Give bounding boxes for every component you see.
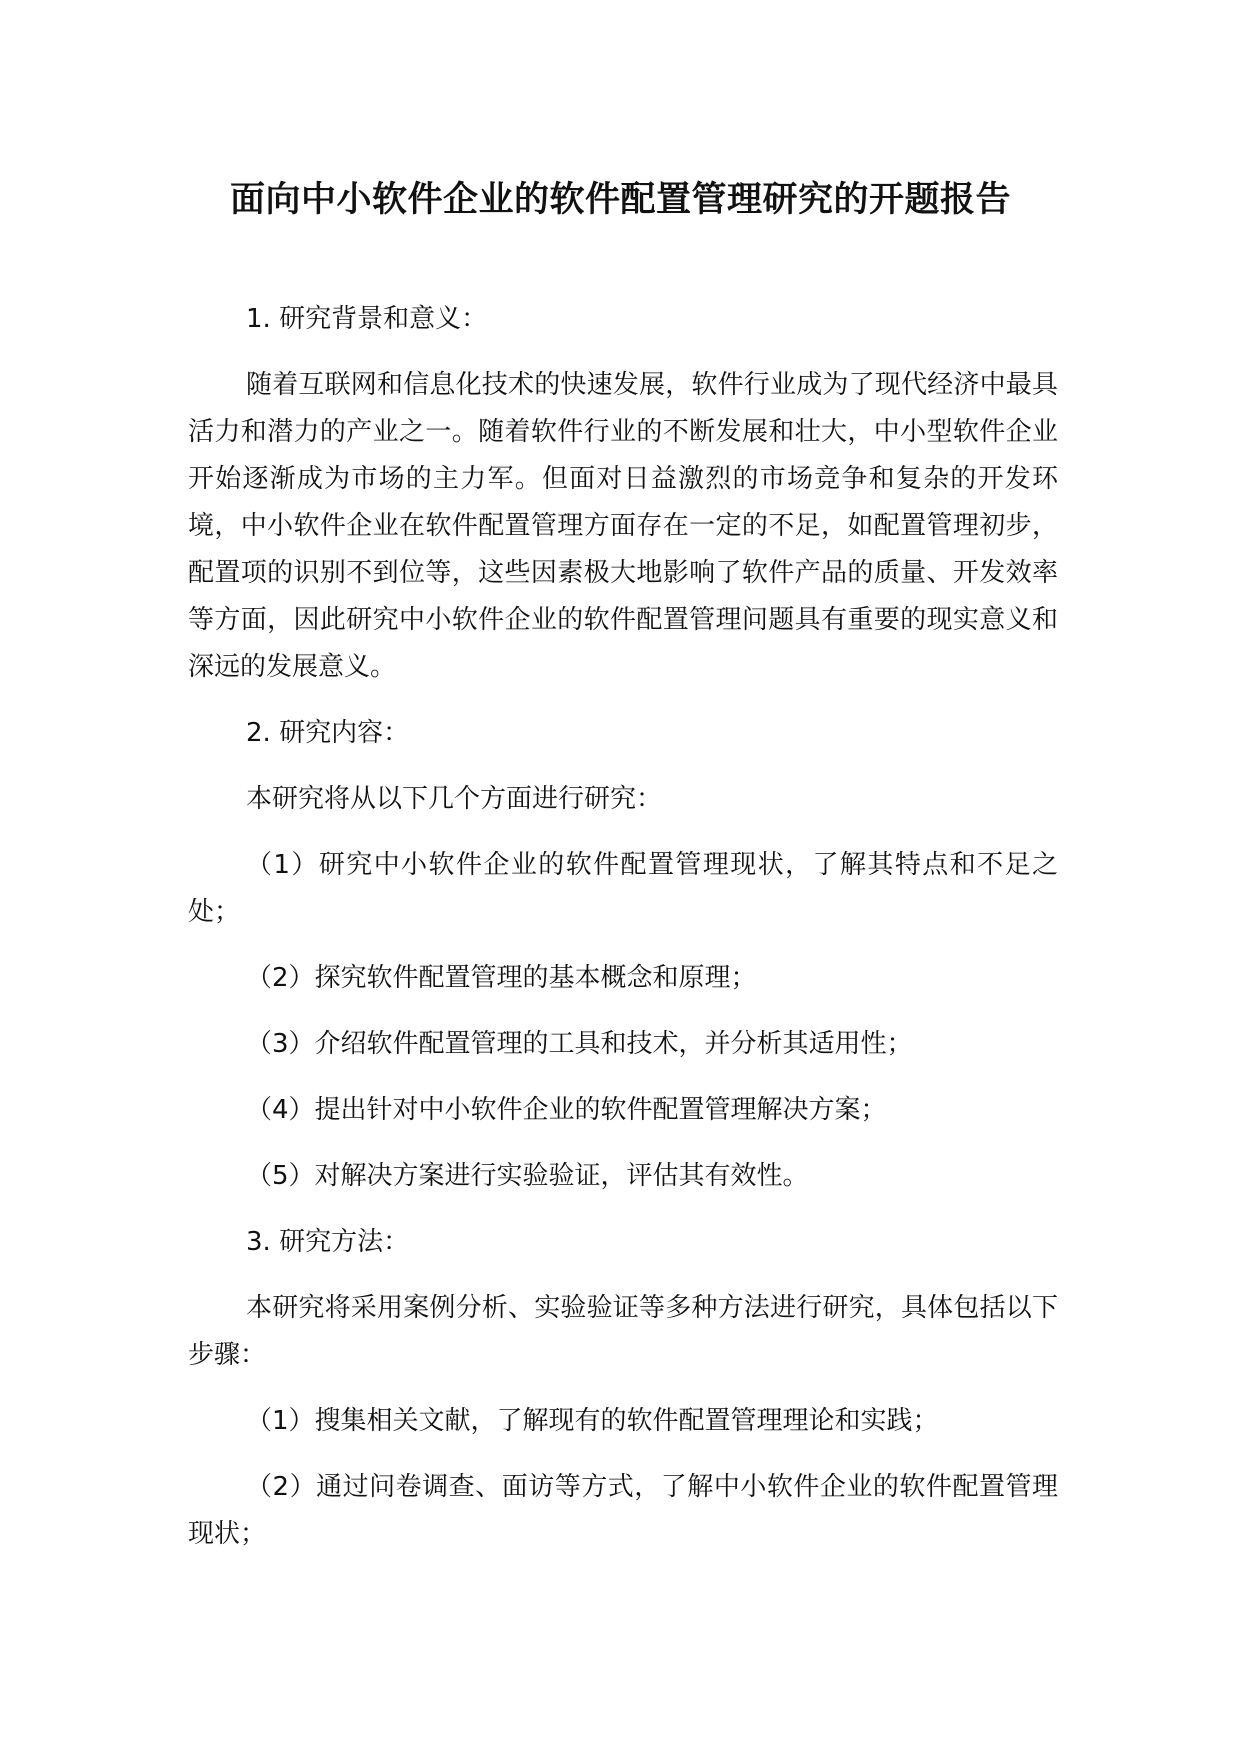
document-body	[188, 296, 1058, 1577]
list-item-content-5: （5）对解决方案进行实验验证，评估其有效性。	[246, 1161, 809, 1191]
section-heading-background: 1. 研究背景和意义：	[246, 304, 488, 334]
list-item-content-1: （1）研究中小软件企业的软件配置管理现状，了解其特点和不足之处；	[188, 850, 1058, 927]
paragraph-method-intro: 本研究将采用案例分析、实验验证等多种方法进行研究，具体包括以下步骤：	[188, 1293, 1058, 1370]
list-item-content-4: （4）提出针对中小软件企业的软件配置管理解决方案；	[246, 1095, 887, 1125]
section-heading-content: 2. 研究内容：	[246, 718, 410, 748]
paragraph-content-intro: 本研究将从以下几个方面进行研究：	[246, 784, 663, 814]
list-item-content-3: （3）介绍软件配置管理的工具和技术，并分析其适用性；	[246, 1029, 913, 1059]
list-item-method-1: （1）搜集相关文献，了解现有的软件配置管理理论和实践；	[246, 1406, 939, 1436]
list-item-method-2: （2）通过问卷调查、面访等方式，了解中小软件企业的软件配置管理现状；	[188, 1472, 1058, 1549]
document-title: 面向中小软件企业的软件配置管理研究的开题报告	[229, 180, 1011, 220]
list-item-content-2: （2）探究软件配置管理的基本概念和原理；	[246, 963, 757, 993]
paragraph-background: 随着互联网和信息化技术的快速发展，软件行业成为了现代经济中最具活力和潜力的产业之一。随着软件行业的不断发展和壮大，中小型软件企业开始逐渐成为市场的主力军。但面对日益激烈的市场竞争和复杂的开发环境，中小软件企业在软件配置管理方面存在一定的不足，如配置管理初步，配置项的识别不到位等，这些因素极大地影响了软件产品的质量、开发效率等方面，因此研究中小软件企业的软件配置管理问题具有重要的现实意义和深远的发展意义。	[188, 370, 1058, 682]
section-heading-method: 3. 研究方法：	[246, 1227, 410, 1257]
